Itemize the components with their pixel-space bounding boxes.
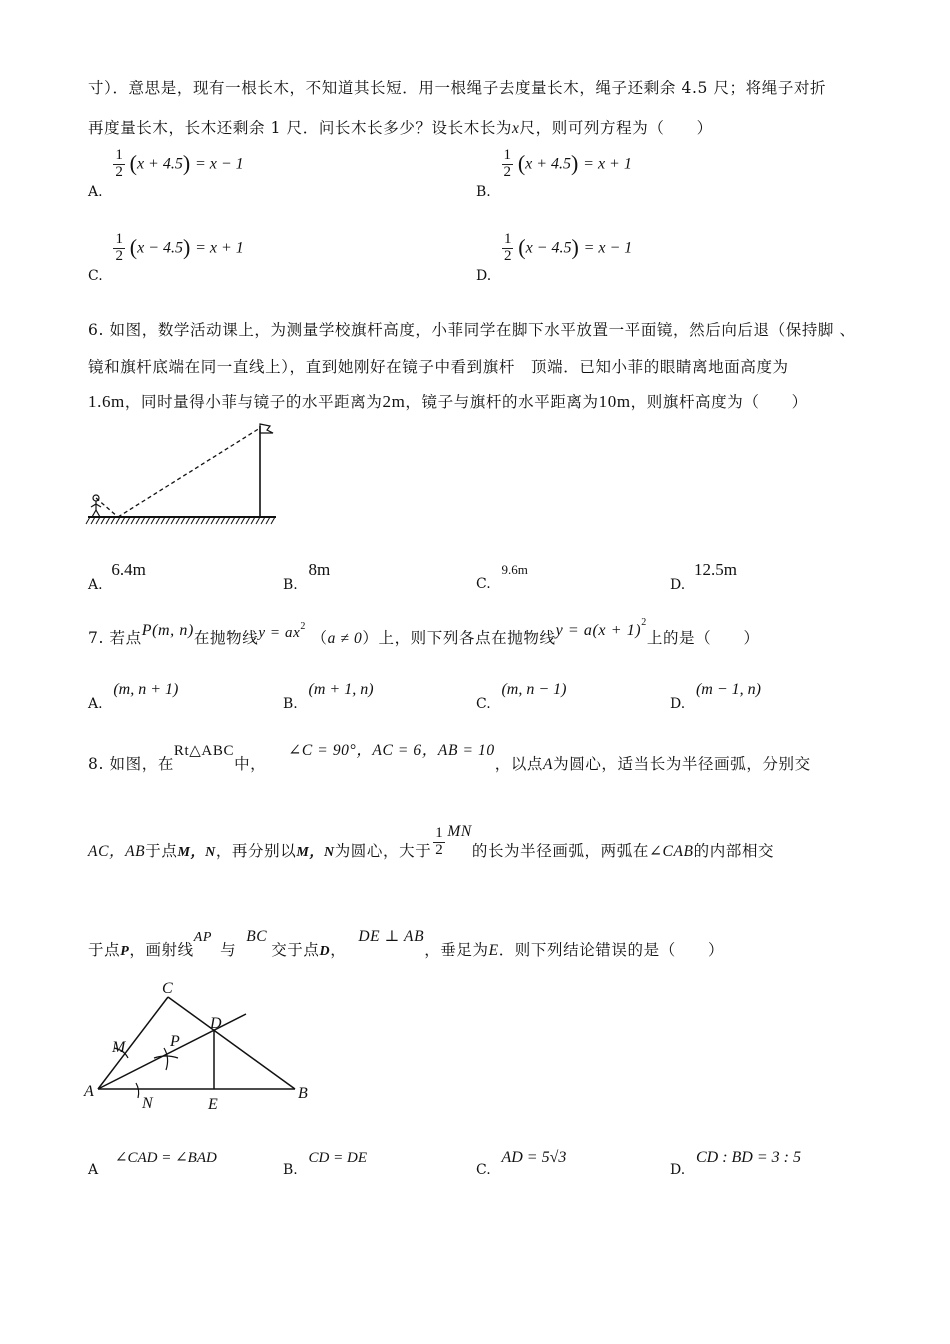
q8-text-line3: 于点P，画射线AP与BC交于点D，DE ⊥ AB，垂足为E．则下列结论错误的是（ ） (88, 928, 725, 959)
q5-rhs: = x − 1 (194, 155, 244, 173)
q6-text-line1: 6. 如图，数学活动课上，为测量学校旗杆高度，小菲同学在脚下水平放置一平面镜，然后向后退（保持脚 、 (88, 321, 856, 339)
label-b: B (298, 1085, 308, 1102)
light-path (96, 428, 260, 517)
label-e: E (208, 1096, 218, 1113)
q5-expr: x + 4.5 (136, 155, 183, 173)
q6-option-d[interactable]: D. 12.5m (670, 560, 737, 593)
q8-text-line2: AC，AB于点M，N，再分别以M，N为圆心，大于 $\frac{1}{2}$ MN的长为半径画弧，两弧在∠CAB的内部相交 (88, 823, 775, 861)
q7-option-c[interactable]: C. (m, n − 1) (476, 681, 567, 712)
arc-p1 (164, 1048, 168, 1070)
q5-text-line2-a: 再度量长木，长木还剩余 1 尺．问长木长多少？设长木长为 (88, 119, 513, 137)
label-m: M (112, 1039, 126, 1056)
arc-n (136, 1083, 139, 1098)
q8-option-a[interactable]: A ∠CAD = ∠BAD (88, 1150, 217, 1178)
q5-var-x: x (512, 120, 520, 137)
q7-text: 7. 若点P(m, n)在抛物线$y = ax^2$ （a ≠ 0）上，则下列各点在抛物线$y = a(x + 1)^2$上的是（ ） (88, 616, 760, 647)
side-bc (168, 997, 295, 1089)
q6-option-b[interactable]: B. 8m (283, 560, 331, 593)
q7-option-b[interactable]: B. (m + 1, n) (283, 681, 374, 712)
q7-option-d[interactable]: D. (m − 1, n) (670, 681, 761, 712)
ground-hatching (86, 517, 275, 524)
q5-option-d[interactable]: D. $\frac{1}{2}$ (x − 4.5) = x − 1 (476, 231, 633, 285)
q5-expr: x − 4.5 (525, 239, 572, 257)
q8-option-b[interactable]: B. CD = DE (283, 1150, 367, 1178)
q7-option-a[interactable]: A. (m, n + 1) (88, 681, 179, 712)
label-c: C (162, 980, 173, 997)
q5-fraction: $\frac{1}{2}$ (115, 147, 123, 180)
option-label: B. (476, 184, 491, 201)
q5-option-b[interactable]: B. $\frac{1}{2}$ (x + 4.5) = x + 1 (476, 147, 632, 201)
q5-option-a[interactable]: A. $\frac{1}{2}$ (x + 4.5) = x − 1 (88, 147, 244, 201)
side-ac (98, 997, 168, 1089)
q6-text-line3: 1.6m，同时量得小菲与镜子的水平距离为2m，镜子与旗杆的水平距离为10m，则旗杆高度为（ ） (88, 392, 808, 411)
q5-option-c[interactable]: C. $\frac{1}{2}$ (x − 4.5) = x + 1 (88, 231, 244, 285)
q5-rhs: = x − 1 (583, 239, 633, 257)
q6-option-a[interactable]: A. 6.4m (88, 560, 146, 593)
q6-option-c[interactable]: C. 9.6m (476, 562, 528, 592)
arc-p2 (154, 1056, 178, 1058)
option-label: C. (88, 268, 103, 285)
q5-rhs: = x + 1 (583, 155, 632, 173)
q6-text-line2: 镜和旗杆底端在同一直线上），直到她刚好在镜子中看到旗杆 顶端．已知小菲的眼睛离地面高度为 (88, 358, 789, 376)
q5-fraction: $\frac{1}{2}$ (503, 147, 512, 180)
q5-fraction: $\frac{1}{2}$ (115, 231, 123, 264)
q8-fraction: $\frac{1}{2}$ (435, 825, 444, 858)
q5-fraction: $\frac{1}{2}$ (503, 231, 512, 264)
label-d: D (210, 1015, 222, 1032)
q8-text-line1: 8. 如图，在Rt△ABC中，∠C = 90°，AC = 6，AB = 10，以点A为圆心，适当长为半径画弧，分别交 (88, 742, 811, 773)
q6-flagpole-figure (84, 418, 284, 526)
option-label: D. (476, 268, 492, 285)
label-n: N (142, 1095, 153, 1112)
option-label: A. (88, 184, 103, 201)
q5-text-line2-b: 尺，则可列方程为（ ） (519, 119, 713, 137)
q5-expr: x − 4.5 (137, 239, 183, 257)
q5-text-line1: 寸）．意思是，现有一根长木，不知道其长短．用一根绳子去度量长木，绳子还剩余 4.5 尺；将绳子对折 (88, 79, 827, 97)
q5-text-line2 (88, 116, 713, 138)
label-a: A (84, 1083, 94, 1100)
q8-triangle-figure (80, 978, 320, 1118)
q8-option-c[interactable]: C. AD = 5√3 (476, 1149, 567, 1178)
q5-rhs: = x + 1 (195, 239, 244, 257)
q8-option-d[interactable]: D. CD : BD = 3 : 5 (670, 1149, 801, 1178)
label-p: P (170, 1033, 180, 1050)
flag-icon (260, 424, 273, 433)
q5-expr: x + 4.5 (525, 155, 572, 173)
